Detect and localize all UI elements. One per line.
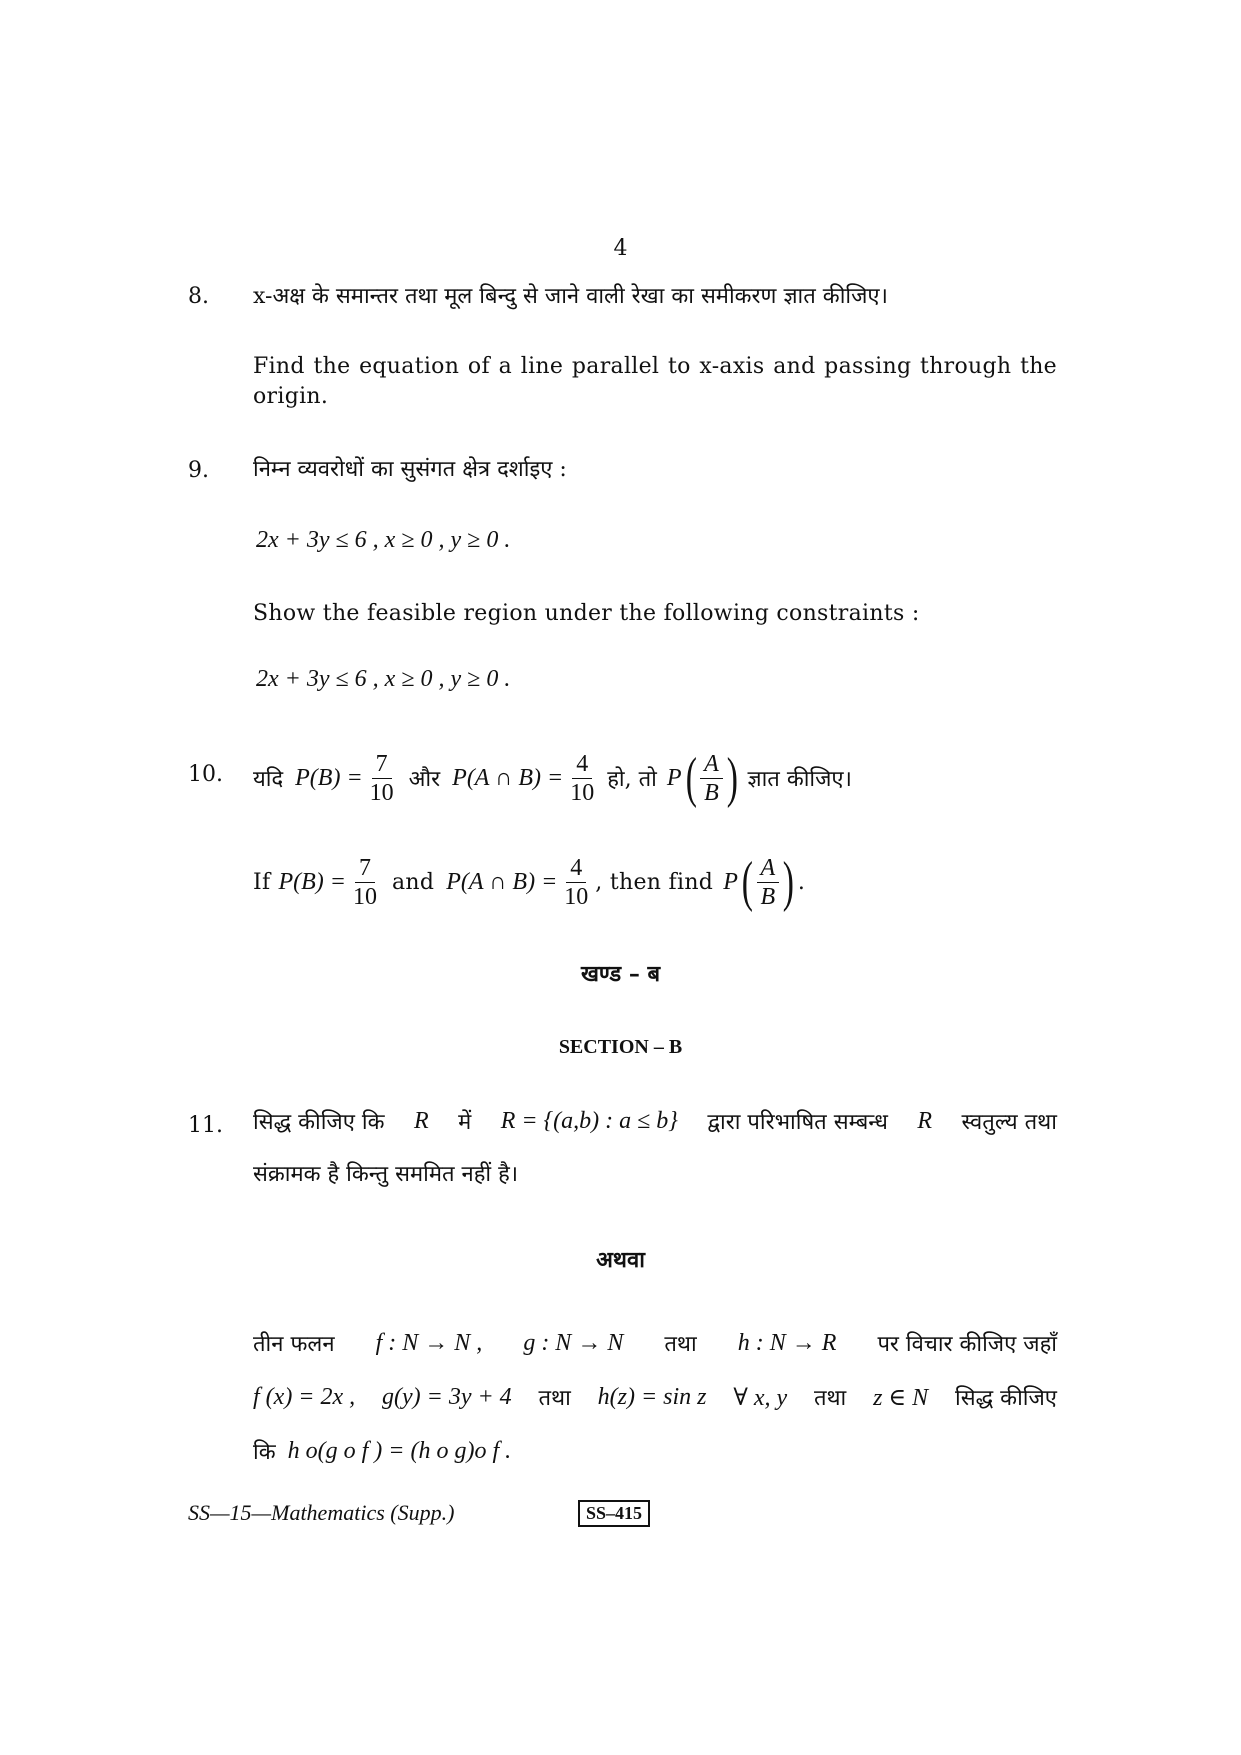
footer-subject: SS—15—Mathematics (Supp.) (188, 1500, 455, 1525)
question-10-number: 10. (188, 762, 223, 787)
alt-gy: g(y) = 3y + 4 (381, 1383, 512, 1410)
alt-prove: सिद्ध कीजिए (955, 1386, 1057, 1411)
q10-pab: P(A ∩ B) = (452, 764, 564, 791)
alt-three-functions: तीन फलन (253, 1332, 335, 1357)
alt-line3 (253, 1436, 511, 1466)
q10-en-frac2-den: 10 (564, 883, 589, 910)
q10-en-pab: P(A ∩ B) = (446, 868, 558, 895)
q10-frac-7-10 (366, 750, 398, 807)
q10-en-pb: P(B) = (278, 868, 346, 895)
right-paren: ) (782, 851, 795, 913)
q10-hindi-then: हो, तो (607, 767, 657, 792)
q10-en-p: P (723, 868, 738, 895)
question-9-constraint-english: 2x + 3y ≤ 6 , x ≥ 0 , y ≥ 0 . (256, 666, 511, 692)
q10-en-frac-7-10 (349, 854, 381, 911)
q10-en-and: and (391, 869, 435, 895)
left-paren: ( (685, 747, 697, 809)
alt-that: कि (253, 1440, 276, 1465)
q10-en-then: , then find (595, 869, 714, 895)
alt-line1 (253, 1328, 1057, 1358)
q10-en-frac-4-10 (560, 854, 592, 911)
q10-en-cond-num: A (757, 854, 780, 883)
alt-and-2: तथा (538, 1386, 571, 1411)
q10-frac1-num: 7 (372, 750, 392, 779)
question-8-number: 8. (188, 284, 209, 309)
or-label: अथवा (596, 1247, 645, 1273)
left-paren: ( (741, 851, 753, 913)
q11-prove-that: सिद्ध कीजिए कि (253, 1110, 385, 1135)
q11-r-symbol: R (413, 1107, 429, 1134)
alt-fx: f (x) = 2x , (253, 1383, 356, 1410)
q10-cond-num: A (700, 750, 723, 779)
q10-hindi-and: और (408, 767, 441, 792)
q11-defined-by: द्वारा परिभाषित सम्बन्ध (707, 1110, 888, 1135)
alt-z-in-n: z ∈ N (873, 1384, 929, 1411)
q10-en-if: If (253, 869, 271, 895)
q10-frac-4-10 (566, 750, 598, 807)
q10-p: P (666, 764, 682, 791)
q10-cond-frac (700, 750, 723, 807)
alt-h-map: h : N → R (737, 1329, 837, 1356)
q10-en-frac1-den: 10 (352, 883, 377, 910)
q10-hindi-find: ज्ञात कीजिए। (747, 767, 852, 792)
q10-en-cond-frac (757, 854, 780, 911)
question-9-english: Show the feasible region under the following constraints : (253, 601, 920, 626)
q10-hindi-if: यदि (253, 767, 284, 792)
paper-code: SS–415 (578, 1500, 650, 1527)
alt-forall: ∀ x, y (733, 1384, 788, 1411)
section-title-hindi: खण्ड – ब (580, 961, 661, 987)
question-10-english (253, 846, 805, 918)
q10-cond-den: B (704, 779, 719, 806)
q10-en-end: . (797, 869, 806, 895)
q10-en-conditional (738, 851, 798, 913)
question-11-number: 11. (188, 1113, 223, 1138)
alt-composition: h o(g o f ) = (h o g)o f . (287, 1437, 512, 1464)
q11-in: में (458, 1110, 472, 1135)
alt-hz: h(z) = sin z (597, 1383, 707, 1410)
q10-en-frac2-num: 4 (566, 854, 586, 883)
question-9-hindi: निम्न व्यवरोधों का सुसंगत क्षेत्र दर्शाइए : (253, 457, 567, 482)
alt-line2 (253, 1382, 1057, 1412)
alt-consider-where: पर विचार कीजिए जहाँ (877, 1332, 1057, 1357)
question-8-english-line1: Find the equation of a line parallel to x-axis and passing through the (253, 354, 1057, 379)
page-number: 4 (613, 236, 628, 261)
q10-pb: P(B) = (295, 764, 363, 791)
question-8-hindi: x-अक्ष के समान्तर तथा मूल बिन्दु से जाने वाली रेखा का समीकरण ज्ञात कीजिए। (253, 284, 888, 309)
question-10-hindi (253, 742, 852, 814)
q10-frac2-den: 10 (570, 779, 595, 806)
alt-and-1: तथा (664, 1332, 697, 1357)
q11-r-symbol-2: R (917, 1107, 933, 1134)
q10-en-cond-den: B (760, 883, 776, 910)
section-title-english: SECTION – B (558, 1036, 683, 1058)
q11-relation: R = {(a,b) : a ≤ b} (500, 1107, 678, 1134)
question-9-constraint: 2x + 3y ≤ 6 , x ≥ 0 , y ≥ 0 . (256, 527, 511, 553)
q10-frac2-num: 4 (572, 750, 592, 779)
q10-frac1-den: 10 (369, 779, 394, 806)
question-9-number: 9. (188, 458, 209, 483)
right-paren: ) (726, 747, 738, 809)
alt-and-3: तथा (813, 1386, 847, 1411)
question-8-english-line2: origin. (253, 384, 329, 409)
q10-en-frac1-num: 7 (355, 854, 375, 883)
q10-conditional (682, 747, 742, 809)
alt-f-map: f : N → N , (375, 1329, 483, 1356)
alt-g-map: g : N → N (523, 1329, 624, 1356)
q11-reflexive: स्वतुल्य तथा (961, 1110, 1057, 1135)
question-11-line1 (253, 1106, 1057, 1136)
question-11-line2: संक्रामक है किन्तु सममित नहीं है। (253, 1162, 519, 1187)
